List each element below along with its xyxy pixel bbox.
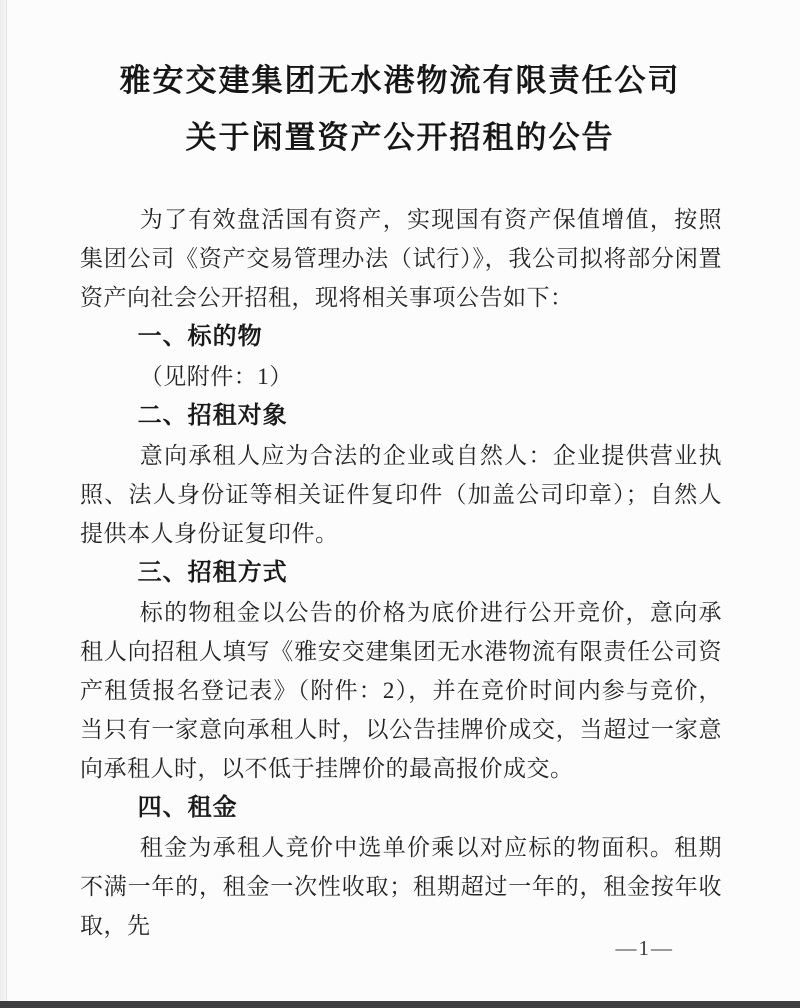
section-heading-rent: 四、租金 [137,794,238,821]
document-title [0,0,800,166]
section-rent-paragraph: 租金为承租人竞价中选单价乘以对应标的物面积。租期不满一年的，租金一次性收取；租期超过一年的，租金按年收取，先 [80,835,722,938]
document-title-line-2: 关于闲置资产公开招租的公告 [185,120,615,155]
scan-edge-artifact [0,0,7,1008]
page-number: —1— [615,936,674,960]
section-heading-lease-method: 三、招租方式 [137,559,288,586]
section-heading-lease-targets: 二、招租对象 [137,402,288,429]
document-body [80,200,722,945]
section-heading-subject: 一、标的物 [137,323,263,350]
section-lease-method-paragraph: 标的物租金以公告的价格为底价进行公开竞价，意向承租人向招租人填写《雅安交建集团无水港物流有限责任公司资产租赁报名登记表》（附件：2），并在竞价时间内参与竞价，当只有一家意向承租人时，以公告挂牌价成交，当超过一家意向承租人时，以不低于挂牌价的最高报价成交。 [80,600,722,781]
scan-bottom-bar-artifact [0,1001,800,1008]
intro-paragraph: 为了有效盘活国有资产，实现国有资产保值增值，按照集团公司《资产交易管理办法（试行）》，我公司拟将部分闲置资产向社会公开招租，现将相关事项公告如下： [80,207,722,310]
section-lease-targets-paragraph: 意向承租人应为合法的企业或自然人：企业提供营业执照、法人身份证等相关证件复印件（加盖公司印章）；自然人提供本人身份证复印件。 [80,443,722,546]
section-subject-paragraph: （见附件：1） [139,364,293,389]
document-title-line-1: 雅安交建集团无水港物流有限责任公司 [119,63,681,98]
